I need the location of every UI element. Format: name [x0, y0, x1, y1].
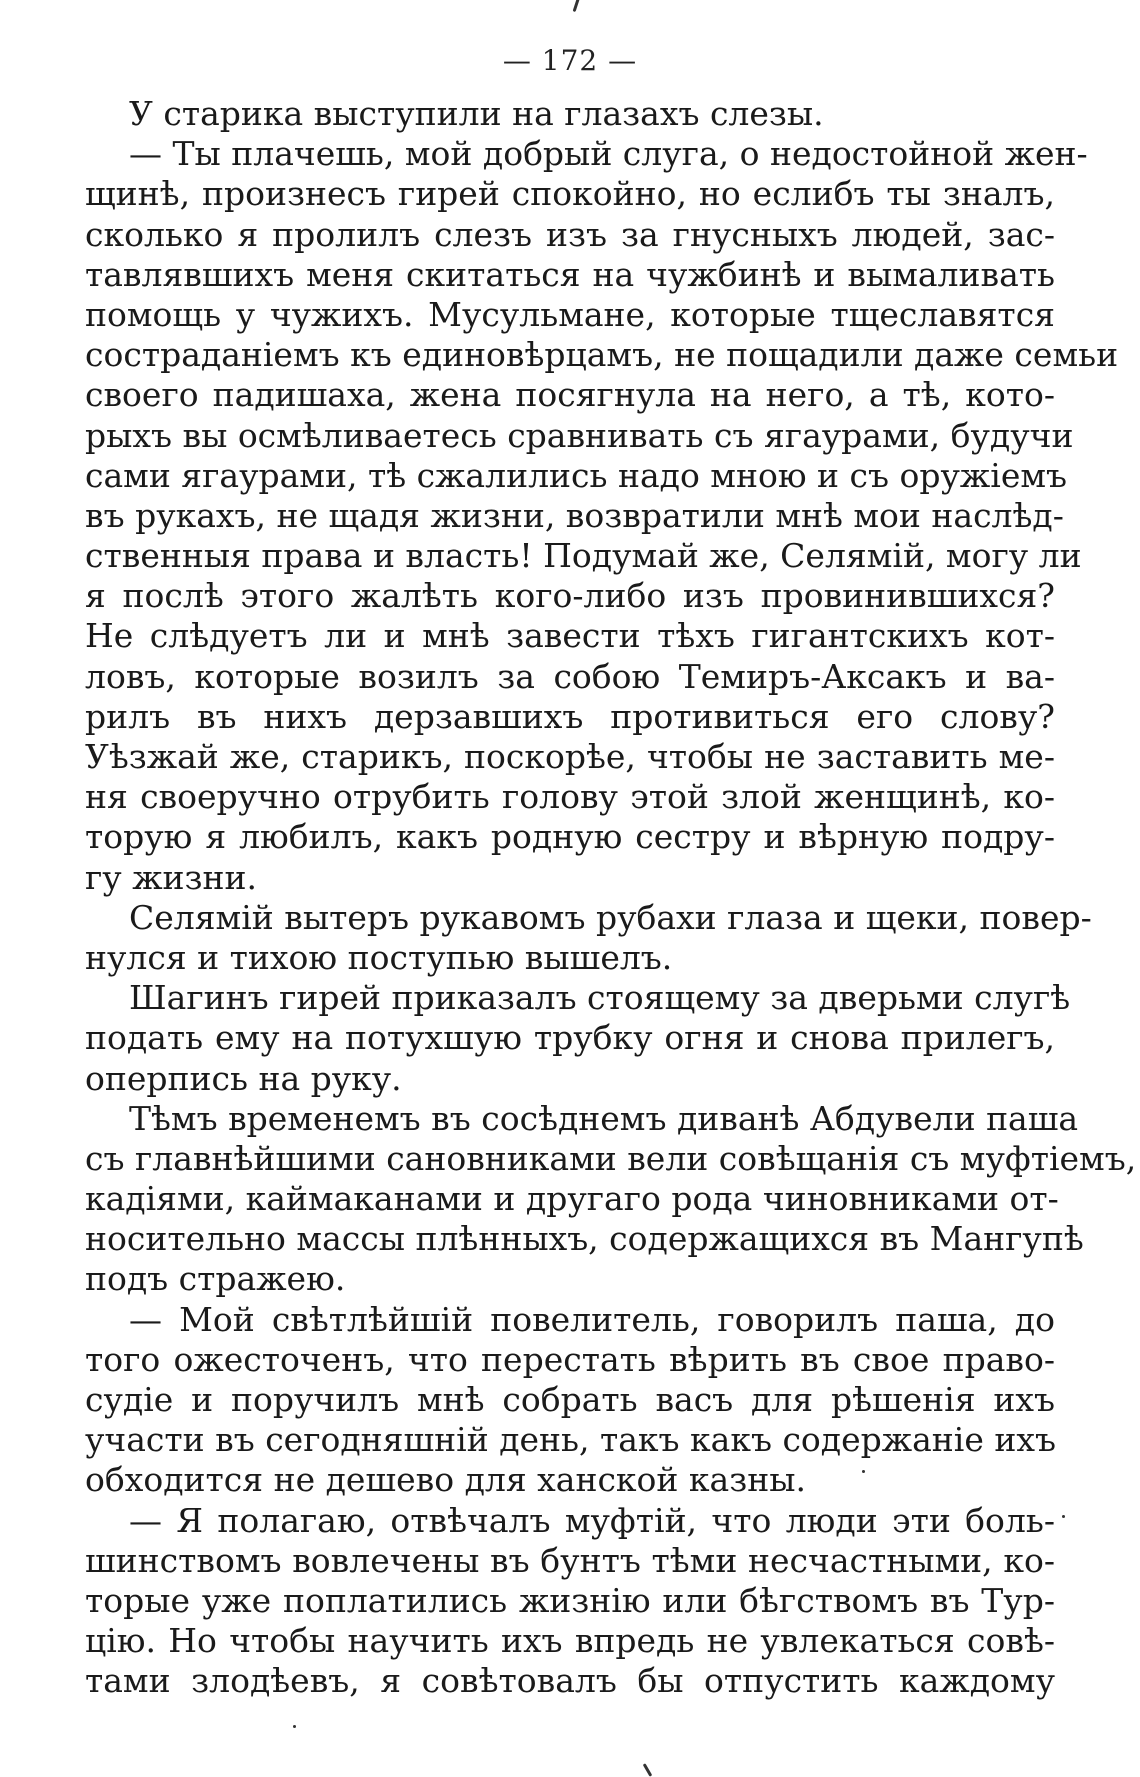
text-line: шинствомъ вовлечены въ бунтъ тѣми несчастными, ко-	[85, 1540, 1055, 1580]
paragraph-5	[85, 1098, 1137, 1300]
paragraph-6	[85, 1300, 1055, 1501]
text-line: Селямій вытеръ рукавомъ рубахи глаза и щеки, повер-	[129, 897, 1092, 937]
text-line: оперпись на руку.	[85, 1058, 402, 1098]
text-line: подать ему на потухшую трубку огня и снова прилегъ,	[85, 1018, 1055, 1058]
scan-speck	[573, 0, 581, 12]
text-line: — Я полагаю, отвѣчалъ муфтій, что люди эти боль-	[129, 1500, 1055, 1540]
text-line: тами злодѣевъ, я совѣтовалъ бы отпустить каждому	[85, 1661, 1055, 1701]
text-line: въ рукахъ, не щадя жизни, возвратили мнѣ мои наслѣд-	[85, 495, 1064, 535]
text-line: ловъ, которые возилъ за собою Темиръ-Аксакъ и ва-	[85, 656, 1055, 696]
text-line: сами ягаурами, тѣ сжалились надо мною и съ оружіемъ	[85, 455, 1068, 495]
text-line: рилъ въ нихъ дерзавшихъ противиться его слову?	[85, 696, 1055, 736]
text-line: рыхъ вы осмѣливаетесь сравнивать съ ягаурами, будучи	[85, 415, 1074, 455]
text-line: я послѣ этого жалѣть кого-либо изъ провинившихся?	[85, 576, 1055, 616]
text-line: обходится не дешево для ханской казны.	[85, 1460, 806, 1500]
scan-speck	[862, 1470, 865, 1473]
text-line: Не слѣдуетъ ли и мнѣ завести тѣхъ гигантскихъ кот-	[85, 616, 1055, 656]
text-line: подъ стражею.	[85, 1259, 346, 1299]
text-line: сколько я пролилъ слезъ изъ за гнусныхъ людей, зас-	[85, 214, 1055, 254]
scan-speck	[1062, 1515, 1065, 1518]
text-line: съ главнѣйшими сановниками вели совѣщанія съ муфтіемъ,	[85, 1138, 1137, 1178]
text-line: — Ты плачешь, мой добрый слуга, о недостойной жен-	[129, 134, 1088, 174]
text-line: торые уже поплатились жизнію или бѣгствомъ въ Тур-	[85, 1580, 1055, 1620]
text-line: У старика выступили на глазахъ слезы.	[129, 94, 824, 133]
text-line: Уѣзжай же, старикъ, поскорѣе, чтобы не заставить ме-	[85, 737, 1055, 776]
text-line: торую я любилъ, какъ родную сестру и вѣрную подру-	[85, 817, 1055, 857]
paragraph-7	[85, 1501, 1055, 1702]
text-line: Шагинъ гирей приказалъ стоящему за дверьми слугѣ	[129, 978, 1071, 1018]
text-line: кадіями, каймаканами и другаго рода чиновниками от-	[85, 1179, 1059, 1219]
text-line: участи въ сегодняшній день, такъ какъ содержаніе ихъ	[85, 1420, 1056, 1460]
paragraph-3	[85, 897, 1092, 978]
paragraph-1	[85, 94, 1055, 134]
text-line: состраданіемъ къ единовѣрцамъ, не пощадили даже семьи	[85, 335, 1119, 375]
scan-speck	[293, 1725, 296, 1728]
text-line: помощь у чужихъ. Мусульмане, которые тщеславятся	[85, 294, 1055, 334]
text-line: цію. Но чтобы научить ихъ впредь не увлекаться совѣ-	[85, 1621, 1055, 1661]
text-line: носительно массы плѣнныхъ, содержащихся въ Мангупѣ	[85, 1219, 1084, 1259]
page-text	[85, 94, 1137, 1702]
text-line: Тѣмъ временемъ въ сосѣднемъ диванѣ Абдувели паша	[129, 1098, 1079, 1138]
text-line: судіе и поручилъ мнѣ собрать васъ для рѣшенія ихъ	[85, 1380, 1055, 1419]
text-line: своего падишаха, жена посягнула на него, а тѣ, кото-	[85, 375, 1055, 415]
text-line: ственныя права и власть! Подумай же, Селямій, могу ли	[85, 536, 1082, 576]
text-line: ня своеручно отрубить голову этой злой женщинѣ, ко-	[85, 777, 1055, 817]
text-line: того ожесточенъ, что перестать вѣрить въ свое право-	[85, 1339, 1055, 1379]
paragraph-2	[85, 134, 1119, 898]
text-line: щинѣ, произнесъ гирей спокойно, но еслибъ ты зналъ,	[85, 174, 1055, 214]
text-line: нулся и тихою поступью вышелъ.	[85, 937, 673, 977]
text-line: — Мой свѣтлѣйшій повелитель, говорилъ паша, до	[129, 1299, 1055, 1339]
page-number: — 172 —	[502, 44, 638, 77]
text-line: гу жизни.	[85, 857, 258, 897]
text-line: тавлявшихъ меня скитаться на чужбинѣ и вымаливать	[85, 254, 1055, 294]
paragraph-4	[85, 978, 1071, 1099]
